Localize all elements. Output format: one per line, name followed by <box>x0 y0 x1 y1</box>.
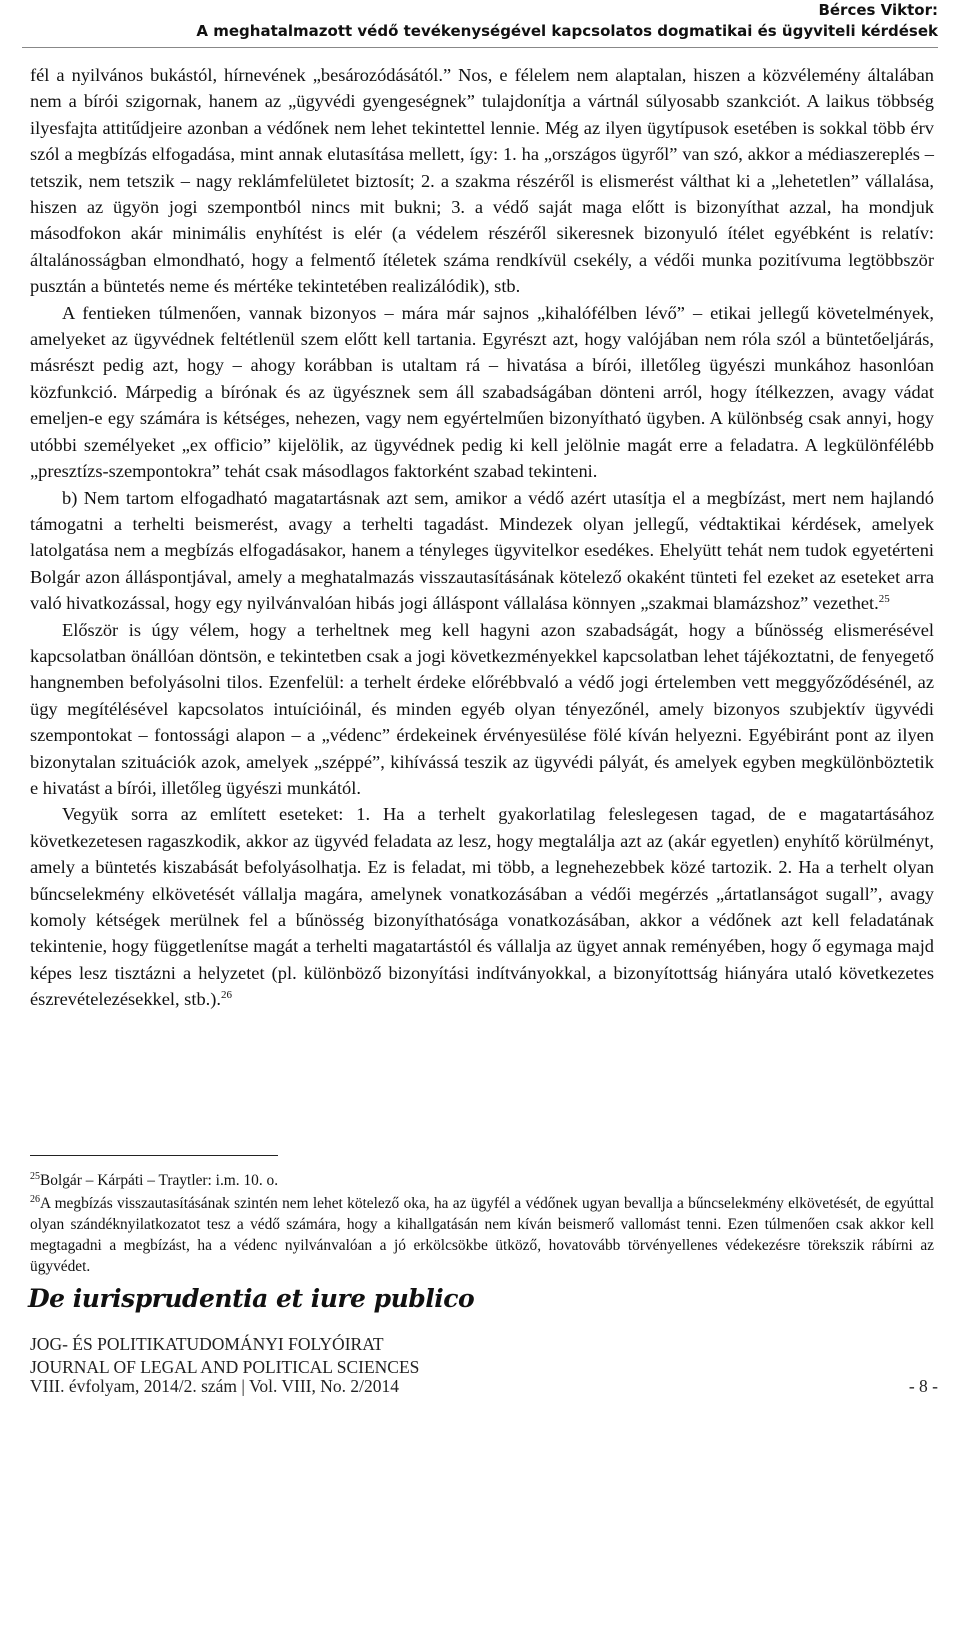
issue-line <box>30 1375 938 1397</box>
journal-title-hu: JOG- ÉS POLITIKATUDOMÁNYI FOLYÓIRAT <box>30 1334 384 1354</box>
footnote-26 <box>30 1193 934 1277</box>
header-divider <box>22 47 938 48</box>
page-number: - 8 - <box>908 1376 938 1396</box>
running-header <box>196 0 938 42</box>
issue-info: VIII. évfolyam, 2014/2. szám | Vol. VIII, No. 2/2014 <box>30 1376 400 1396</box>
footnotes <box>30 1170 934 1279</box>
main-text <box>30 62 934 1013</box>
footnote-26-marker: 26 <box>30 1193 40 1205</box>
journal-logo-text: De iurisprudentia et iure publico <box>28 1284 475 1313</box>
footnote-25-text: Bolgár – Kárpáti – Traytler: i.m. 10. o. <box>40 1172 279 1189</box>
footnote-25-marker: 25 <box>30 1170 40 1182</box>
paragraph-3 <box>30 485 934 617</box>
paragraph-2: A fentieken túlmenően, vannak bizonyos – mára már sajnos „kihalófélben lévő” – etikai jellegű követelmények, amelyeket az ügyvédnek feltétlenül szem előtt kell tartania. Egyrészt azt, hogy valójában nem róla szól a büntetőeljárás, másrészt pedig azt, hogy – ahogy korábban is utaltam rá – hivatása a bírói, illetőleg ügyészi munkához hasonlóan közfunkció. Márpedig a bírónak és az ügyésznek sem áll szabadságában dönteni arról, hogy ítélkezzen, avagy vádat emeljen-e egy számára is kétséges, nehezen, vagy nem egyértelműen bizonyítható ügyben. A különbség csak annyi, hogy utóbbi személyeket „ex officio” kijelölik, az ügyvédnek pedig ki kell jelölnie magát erre a feladatra. A legkülönfélébb „presztízs-szempontokra” tehát csak másodlagos faktorként szabad tekinteni. <box>30 302 934 482</box>
paragraph-5-text: Vegyük sorra az említett eseteket: 1. Ha a terhelt gyakorlatilag feleslegesen tagad, de e magatartásához következetesen ragaszkodik, akkor az ügyvéd feladata az lesz, hogy megtalálja azt az (akár egyetlen) enyhítő körülményt, amely a büntetés kiszabását befolyásolhatja. Ez is feladat, mi több, a legnehezebbek közé tartozik. 2. Ha a terhelt olyan bűncselekmény elkövetését vállalja magára, amelynek vonatkozásában a védői megérzés „ártatlanságot sugall”, avagy komoly kétségek merülnek fel a bűnösség bizonyíthatósága vonatkozásában, akkor a védőnek azt kell feladatának tekintenie, hogy függetlenítse magát a terhelti magatartástól és vállalja az ügyet annak reményében, hogy ő egymaga majd képes lesz tisztázni a helyzetet (pl. különböző bizonyítási indítványokkal, a bizonyítottság hiányára utaló következetes észrevételezésekkel, stb.). <box>30 804 934 1010</box>
footnote-25 <box>30 1170 934 1191</box>
header-author: Bérces Viktor: <box>818 1 938 19</box>
paragraph-4: Először is úgy vélem, hogy a terheltnek meg kell hagyni azon szabadságát, hogy a bűnösség elismerésével kapcsolatban önállóan döntsön, e tekintetben csak a jogi következményekkel kapcsolatban lehet tájékoztatni, de fenyegető hangnemben befolyásolni tilos. Ezenfelül: a terhelt érdeke előrébbvaló a védő jogi értelemben vett meggyőződésénél, az ügy megítélésével kapcsolatos intuícióinál, és minden egyéb olyan tényezőnél, amely bizonyos szubjektív ügyvédi szempontokat – fontossági alapon – a „védenc” érdekeinek érvényesülése fölé kíván helyezni. Egyébiránt pont az ilyen bizonytalan szituációk azok, amelyek „széppé”, kihívássá teszik az ügyvédi pályát, és amelyek egyben megkülönböztetik e hivatást a bírói, illetőleg ügyészi munkától. <box>30 619 934 798</box>
paragraph-3-text: b) Nem tartom elfogadható magatartásnak azt sem, amikor a védő azért utasítja el a megbízást, mert nem hajlandó támogatni a terhelti beismerést, avagy a terhelti tagadást. Mindezek olyan jellegű, védtaktikai kérdések, amelyek latolgatása nem a megbízás elfogadásakor, hanem a tényleges ügyvitelkor esedékes. Ehelyütt tehát nem tudok egyetérteni Bolgár azon álláspontjával, amely a meghatalmazás visszautasításának kötelező okaként tünteti fel ezeket az eseteket arra való hivatkozással, hogy egy nyilvánvalóan hibás jogi álláspont vállalása könnyen „szakmai blamázshoz” vezethet. <box>30 487 934 614</box>
journal-titles <box>30 1333 419 1378</box>
footnote-ref-26[interactable]: 26 <box>220 989 232 1002</box>
paragraph-5 <box>30 801 934 1012</box>
header-title: A meghatalmazott védő tevékenységével kapcsolatos dogmatikai és ügyviteli kérdések <box>196 22 938 40</box>
footnote-ref-25[interactable]: 25 <box>878 593 890 605</box>
footnote-26-text: A megbízás visszautasításának szintén nem lehet kötelező oka, ha az ügyfél a védőnek ugyan bevallja a bűncselekmény elkövetését, de egyúttal olyan szándéknyilatkozatot tesz a védő számára, hogy a kihallgatásán nem kíván beismerő vallomást tenni. Ezen túlmenően csak akkor kell megtagadni a megbízást, ha a védenc nyilvánvalóan a jó erkölcsökbe ütköző, hovatovább törvényellenes védekezésre törekszik rábírni az ügyvédet. <box>30 1195 934 1275</box>
journal-title-en: JOURNAL OF LEGAL AND POLITICAL SCIENCES <box>30 1356 420 1377</box>
footnote-divider <box>30 1155 278 1156</box>
paragraph-1: fél a nyilvános bukástól, hírnevének „besározódásától.” Nos, e félelem nem alaptalan, hiszen a közvélemény általában nem a bírói szigornak, hanem az „ügyvédi gyengeségnek” tulajdonítja a vártnál súlyosabb szankciót. A laikus többség ilyesfajta attitűdjeire azonban a védőnek nem lehet tekintettel lennie. Még az ilyen ügytípusok esetében is sokkal több érv szól a megbízás elfogadása, mint annak elutasítása mellett, így: 1. ha „országos ügyről” van szó, akkor a médiaszereplés – tetszik, nem tetszik – nagy reklámfelületet biztosít; 2. a szakma részéről is elismerést válthat ki a „lehetetlen” vállalása, hiszen az ügyön jogi szempontból nincs mit bukni; 3. a védő saját maga előtt is bizonyíthat azzal, ha mondjuk másodfokon akár minimális enyhítést is elér (a védelem részéről sikeresnek bizonyuló ítélet egyébként is relatív: általánosságban elmondható, hogy a felmentő ítéletek száma rendkívül csekély, a védői munka pozitívuma legtöbbször pusztán a büntetés neme és mértéke tekintetében realizálódik), stb. <box>30 65 934 297</box>
